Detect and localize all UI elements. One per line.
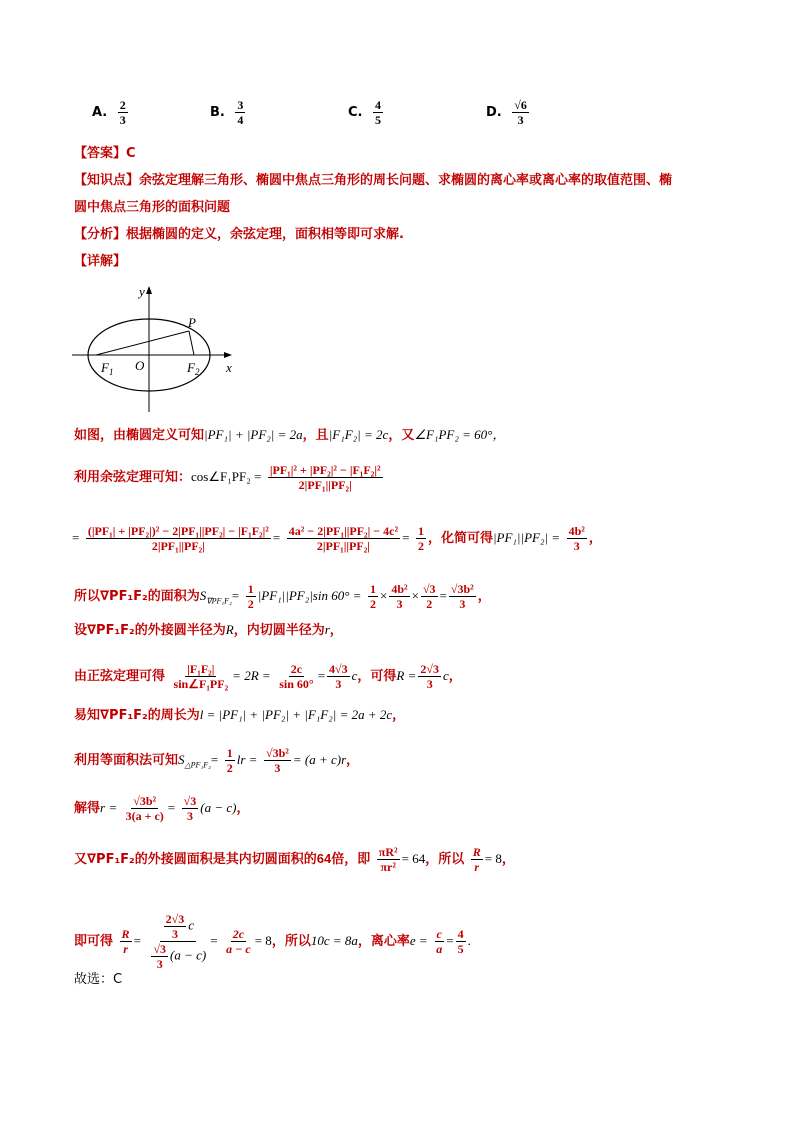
fraction: $\frac{c}{a}$	[436, 927, 443, 956]
fraction: $\frac{2√3}{3}$	[165, 912, 185, 941]
solution-line-10: 又∇PF₁F₂的外接圆面积是其内切圆面积的64倍，即 $\frac{\text{πR²}}{\text{πr²}}$ = 64，所以 $\frac{R}{r}$ = 8，	[74, 845, 515, 874]
analysis-tag: 【分析】	[74, 227, 127, 242]
knowledge-line-1	[74, 172, 672, 190]
math-expr: |PF₁| + |PF₂| = 2a	[204, 427, 303, 442]
option-fraction: $\frac{3}{4}$	[237, 98, 244, 127]
option-a	[92, 98, 130, 127]
solution-line-2: 利用余弦定理可知：cos∠F₁PF₂ = $\frac{\text{|PF₁|² + |PF₂|² − |F₁F₂|²}}{\text{2|PF₁||PF₂|}}$	[74, 463, 381, 492]
fraction: $\frac{\text{(|PF₁| + |PF₂|)² − 2|PF₁||PF₂| − |F₁F₂|²}}{\text{2|PF₁||PF₂|}}$	[87, 524, 269, 553]
fraction: $\frac{√3}{3}$	[183, 794, 197, 823]
fraction: $\frac{2c}{a - c}$	[226, 927, 251, 956]
analysis-text: 根据椭圆的定义，余弦定理，面积相等即可求解.	[126, 227, 404, 242]
fraction: $\frac{\text{|PF₁|² + |PF₂|² − |F₁F₂|²}}{\text{2|PF₁||PF₂|}}$	[269, 463, 381, 492]
fraction: $\frac{1}{2}$	[247, 582, 254, 611]
p-label: P	[188, 315, 196, 330]
solution-line-6: 由正弦定理可得 $\frac{\text{|F₁F₂|}}{\text{sin∠F₁PF₂}}$ = 2R = $\frac{2c}{\sin 60^\circ}$ = $\frac{4√3}{3}$ c，可得R = $\frac{2√3}{3}$ c，	[74, 662, 462, 691]
fraction: $\frac{√3}{3}$	[153, 942, 167, 971]
knowledge-text-1: 余弦定理解三角形、椭圆中焦点三角形的周长问题、求椭圆的离心率或离心率的取值范围、椭	[139, 173, 673, 188]
y-axis-arrow	[146, 286, 152, 294]
fraction: $\frac{\text{√3b²}}{3(a + c)}$	[125, 794, 164, 823]
knowledge-line-2	[74, 199, 230, 217]
fraction: $\frac{\text{√3b²}}{3}$	[266, 746, 289, 775]
fraction: $\frac{√3}{2}$	[422, 582, 436, 611]
ellipse-diagram	[68, 280, 248, 415]
highlight-number: 64	[316, 851, 332, 866]
fraction: $\frac{2c}{\sin 60^\circ}$	[279, 662, 314, 691]
option-letter: C.	[348, 105, 363, 120]
option-fraction: $\frac{2}{3}$	[119, 98, 126, 127]
knowledge-text-2: 圆中焦点三角形的面积问题	[74, 200, 231, 215]
fraction: $\frac{1}{2}$	[369, 582, 376, 611]
answer-tag: 【答案】	[74, 146, 127, 161]
solution-line-3: = $\frac{\text{(|PF₁| + |PF₂|)² − 2|PF₁||PF₂| − |F₁F₂|²}}{\text{2|PF₁||PF₂|}}$ = $\frac{\text{4a² − 2|PF₁||PF₂| − 4c²}}{\text{2|PF₁||PF₂|}}$ = $\frac{1}{2}$ ，化简可得|PF₁||PF₂| = $\frac{\text{4b²}}{3}$ ，	[72, 524, 602, 553]
x-label: x	[226, 360, 232, 375]
option-fraction: $\frac{4}{5}$	[375, 98, 382, 127]
fraction: $\frac{4√3}{3}$	[329, 662, 348, 691]
analysis-line	[74, 226, 404, 244]
f2-label: $F_2$	[187, 360, 200, 377]
f1-label: $F_1$	[101, 360, 114, 377]
knowledge-tag: 【知识点】	[74, 173, 140, 188]
final-choice: 故选：C	[74, 972, 123, 987]
answer-value: C	[126, 146, 136, 161]
option-fraction: $\frac{√6}{3}$	[514, 98, 527, 127]
fraction: $\frac{\text{4b²}}{3}$	[568, 524, 585, 553]
fraction: $\frac{R}{r}$	[121, 927, 130, 956]
solution-line-5: 设∇PF₁F₂的外接圆半径为R，内切圆半径为r，	[74, 622, 343, 638]
math-expr: ∠F₁PF₂ = 60°，	[414, 427, 506, 442]
option-letter: D.	[486, 105, 502, 120]
solution-line-9: 解得r = $\frac{\text{√3b²}}{3(a + c)}$ = $\frac{√3}{3}$ (a − c)，	[74, 794, 250, 823]
solution-line-4: 所以∇PF₁F₂的面积为$S_{\nabla PF_1F_2}=$ $\frac{1}{2}$ |PF₁||PF₂|sin 60° = $\frac{1}{2}$ × $\frac{\text{4b²}}{3}$ × $\frac{√3}{2}$ = $\frac{\text{√3b²}}{3}$ ，	[74, 582, 491, 611]
fraction: $\frac{2√3}{3}$	[420, 662, 439, 691]
detail-tag: 【详解】	[74, 254, 127, 269]
fraction: $\frac{\text{πR²}}{\text{πr²}}$	[378, 845, 398, 874]
fraction: $\frac{\text{|F₁F₂|}}{\text{sin∠F₁PF₂}}$	[173, 662, 229, 691]
fraction: $\frac{4}{5}$	[457, 927, 464, 956]
solution-line-7: 易知∇PF₁F₂的周长为l = |PF₁| + |PF₂| + |F₁F₂| = 2a + 2c，	[74, 707, 406, 723]
solution-line-1: 如图，由椭圆定义可知|PF₁| + |PF₂| = 2a，且|F₁F₂| = 2c，又∠F₁PF₂ = 60°，	[74, 427, 506, 443]
fraction: $\frac{1}{2}$	[417, 524, 424, 553]
y-label: y	[139, 284, 145, 299]
o-label: O	[135, 358, 145, 373]
math-expr: |F₁F₂| = 2c	[328, 427, 389, 442]
option-letter: A.	[92, 105, 108, 120]
segment-p-f2	[189, 331, 194, 355]
x-axis-arrow	[224, 352, 232, 358]
fraction: $\frac{1}{2}$	[226, 746, 233, 775]
fraction: $\frac{\text{4b²}}{3}$	[391, 582, 408, 611]
solution-line-8: 利用等面积法可知$S_{\triangle PF_1F_2}=$ $\frac{1}{2}$ lr = $\frac{\text{√3b²}}{3}$ = (a + c)r，	[74, 746, 360, 775]
math-expr: cos∠F₁PF₂ =	[191, 469, 262, 484]
option-letter: B.	[210, 105, 225, 120]
fraction: $\frac{R}{r}$	[472, 845, 481, 874]
answer-line	[74, 145, 136, 163]
segment-f1-p	[96, 331, 189, 355]
option-d	[486, 98, 531, 127]
compound-fraction: $\frac{2√3}{3}$ c $\frac{√3}{3}$ (a − c)	[153, 912, 207, 971]
option-b	[210, 98, 247, 127]
fraction: $\frac{\text{4a² − 2|PF₁||PF₂| − 4c²}}{\text{2|PF₁||PF₂|}}$	[288, 524, 399, 553]
option-c	[348, 98, 385, 127]
solution-line-11: 即可得 $\frac{R}{r}$ = $\frac{2√3}{3}$ c $\frac{√3}{3}$ (a − c) = $\frac{2c}{a - c}$ = 8，所以10c = 8a，离心率e = $\frac{c}{a}$ = $\frac{4}{5}$ .	[74, 912, 471, 971]
fraction: $\frac{\text{√3b²}}{3}$	[450, 582, 474, 611]
